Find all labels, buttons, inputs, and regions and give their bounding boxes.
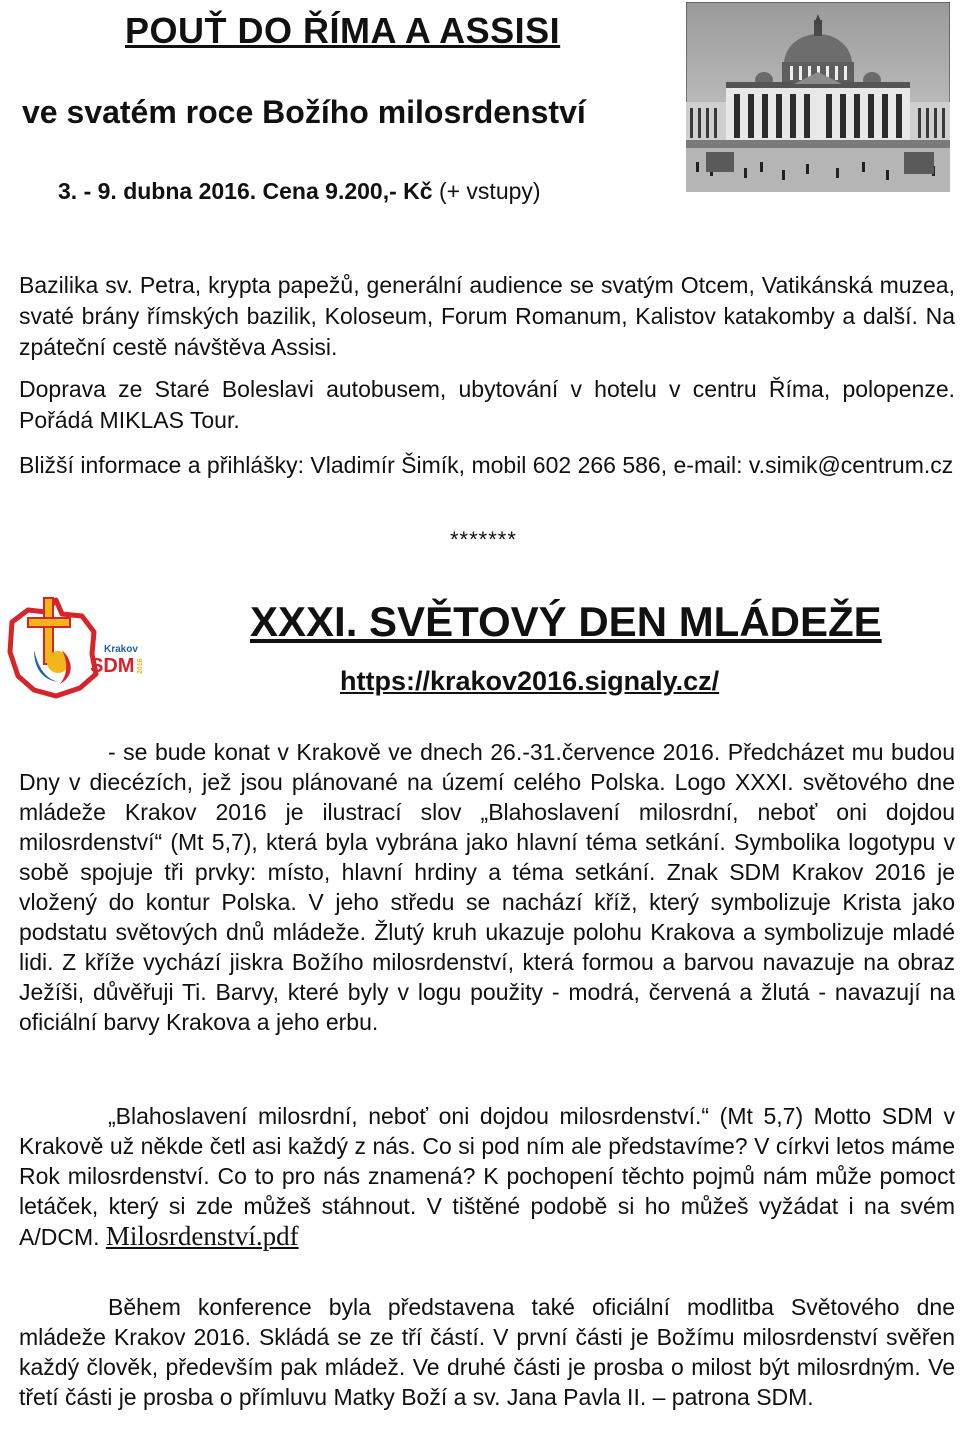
- wyd-paragraph-2-block: [19, 1101, 955, 1252]
- wyd-website-link[interactable]: https://krakov2016.signaly.cz/: [340, 666, 720, 696]
- trip-dates-price: [58, 178, 541, 205]
- wyd-paragraph-3-block: [19, 1292, 955, 1412]
- dates-extra: (+ vstupy): [432, 178, 541, 204]
- sdm-krakow-logo: [4, 592, 154, 704]
- pilgrimage-description: Bazilika sv. Petra, krypta papežů, generální audience se svatým Otcem, Vatikánská muzea, svaté brány římských bazilik, Koloseum, Forum Romanum, Kalistov katakomby a další. Na zpáteční cestě návštěva Assisi.: [19, 272, 955, 360]
- logo-year-text: 2016: [137, 658, 144, 674]
- wyd-paragraph-3: Během konference byla představena také oficiální modlitba Světového dne mládeže Krakov 2016. Skládá se ze tří částí. V první části je Božímu milosrdenství svěřen každý člověk, především pak mládež. Ve druhé části je prosba o milost být milosrdným. Ve třetí části je prosba o přímluvu Matky Boží a sv. Jana Pavla II. – patrona SDM.: [19, 1294, 955, 1410]
- pilgrimage-transport: Doprava ze Staré Boleslavi autobusem, ubytování v hotelu v centru Říma, polopenze. Pořádá MIKLAS Tour.: [19, 376, 955, 433]
- wyd-body: [19, 737, 955, 1037]
- pilgrimage-contact: Bližší informace a přihlášky: Vladimír Šimík, mobil 602 266 586, e-mail: v.simik@centrum.cz: [19, 452, 954, 478]
- logo-city-text: Krakov: [104, 644, 138, 655]
- pdf-download-link[interactable]: Milosrdenství.pdf: [105, 1221, 299, 1251]
- wyd-title: XXXI. SVĚTOVÝ DEN MLÁDEŽE: [250, 598, 882, 645]
- page-subtitle: ve svatém roce Božího milosrdenství: [22, 94, 586, 130]
- wyd-paragraph-2: [19, 1101, 955, 1252]
- page-title: POUŤ DO ŘÍMA A ASSISI: [125, 10, 561, 51]
- wyd-paragraph-2-text: „Blahoslavení milosrdní, neboť oni dojdou milosrdenství.“ (Mt 5,7) Motto SDM v Krakově už někde četl asi každý z nás. Co si pod ním ale představíme? V církvi letos máme Rok milosrdenství. Co to pro nás znamená? K pochopení těchto pojmů nám může pomoct letáček, který si zde můžeš stáhnout. V tištěné podobě si ho můžeš vyžádat i na svém A/DCM.: [19, 1103, 955, 1250]
- dates-price-bold: 3. - 9. dubna 2016. Cena 9.200,- Kč: [58, 178, 433, 204]
- section-separator: *******: [450, 527, 517, 552]
- st-peters-basilica-photo: [686, 2, 950, 192]
- logo-abbr-text: SDM: [90, 655, 135, 677]
- wyd-paragraph-1: - se bude konat v Krakově ve dnech 26.-31.července 2016. Předcházet mu budou Dny v diecézích, jež jsou plánované na území celého Polska. Logo XXXI. světového dne mládeže Krakov 2016 je ilustrací slov „Blahoslavení milosrdní, neboť oni dojdou milosrdenství“ (Mt 5,7), která byla vybrána jako hlavní téma setkání. Symbolika logotypu v sobě spojuje tři prvky: místo, hlavní hrdiny a téma setkání. Znak SDM Krakov 2016 je vložený do kontur Polska. V jeho středu se nachází kříž, který symbolizuje Krista jako podstatu světových dnů mládeže. Žlutý kruh ukazuje polohu Krakova a symbolizuje mladé lidi. Z kříže vychází jiskra Božího milosrdenství, která formou a barvou navazuje na obraz Ježíši, důvěřuji Ti. Barvy, které byly v logu použity - modrá, červená a žlutá - navazují na oficiální barvy Krakova a jeho erbu.: [19, 739, 955, 1035]
